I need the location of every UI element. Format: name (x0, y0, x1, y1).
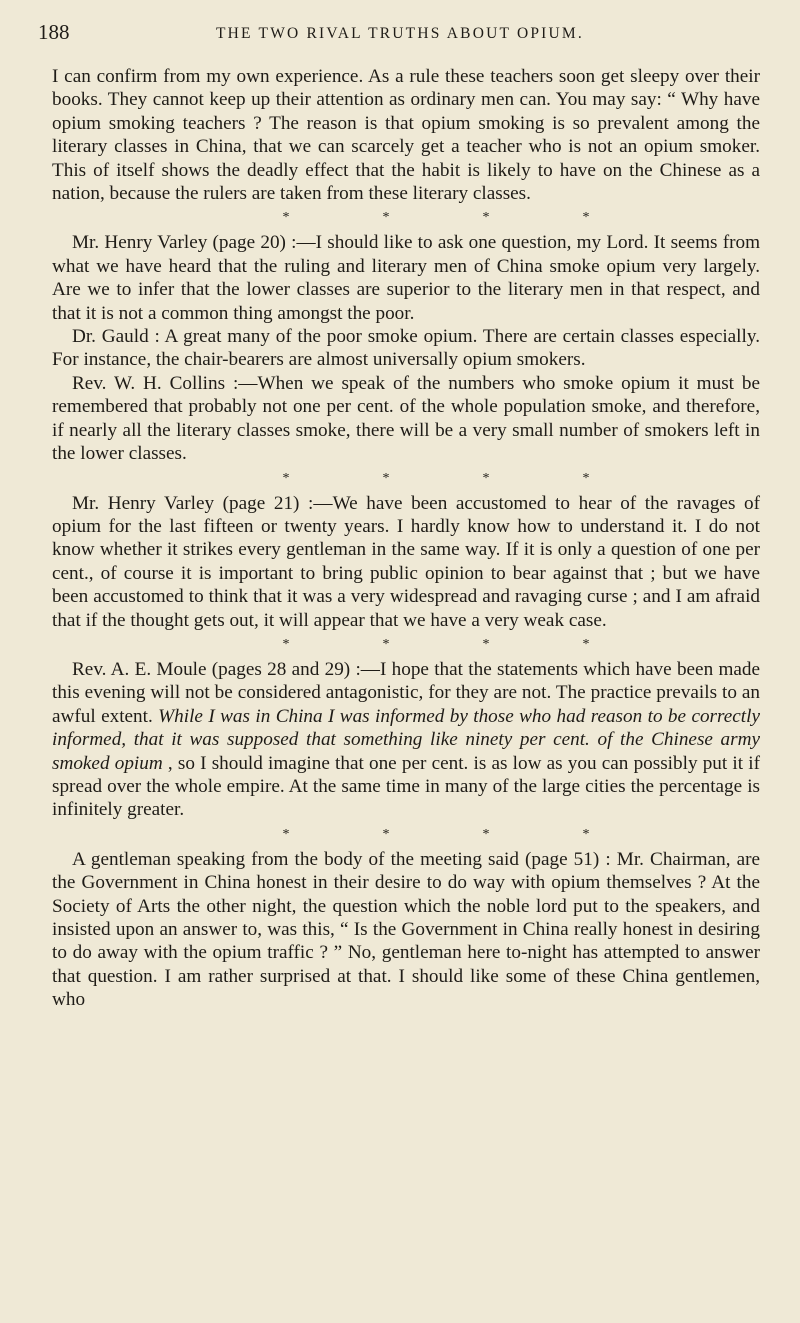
separator-star: * (382, 826, 390, 842)
separator-star: * (382, 210, 390, 226)
separator-star: * (482, 210, 490, 226)
page-number: 188 (38, 20, 70, 44)
paragraph-text: , so I should imagine that one per cent. is as low as you can possibly put it if spread over the whole empire. At the same time in many of the large cities the percentage is infinitely greater. (52, 752, 760, 821)
separator-star: * (582, 470, 590, 486)
section-separator (112, 634, 760, 656)
paragraph: Dr. Gauld : A great many of the poor smoke opium. There are certain classes especially. For instance, the chair-bearers are almost universally opium smokers. (52, 326, 760, 371)
separator-star: * (282, 210, 290, 226)
separator-star: * (482, 826, 490, 842)
section-separator (112, 824, 760, 846)
paragraph-text: Rev. A. E. Moule (pages 28 and 29) :—I hope that the statements which have been made this evening will not be considered antagonistic, for they are not. The practice prevails to an awful extent. (52, 658, 760, 727)
paragraph: I can confirm from my own experience. As a rule these teachers soon get sleepy over their books. They cannot keep up their attention as ordinary men can. You may say: “ Why have opium smoking teachers ? The reason is that opium smoking is so prevalent among the literary classes in China, that we can scarcely get a teacher who is not an opium smoker. This of itself shows the deadly effect that the habit is likely to have on the Chinese as a nation, because the rulers are taken from these literary classes. (52, 66, 760, 205)
separator-star: * (582, 826, 590, 842)
separator-star: * (582, 210, 590, 226)
separator-star: * (282, 826, 290, 842)
running-title: THE TWO RIVAL TRUTHS ABOUT OPIUM. (216, 25, 584, 42)
italic-quote: While I was in China I was informed by those who had reason to be correctly informed, that it was supposed that something like ninety per cent. of the Chinese army smoked opium (52, 705, 760, 774)
paragraph (52, 658, 760, 822)
separator-star: * (282, 470, 290, 486)
section-separator (112, 207, 760, 229)
paragraph: Mr. Henry Varley (page 21) :—We have been accustomed to hear of the ravages of opium for the last fifteen or twenty years. I hardly know how to understand it. I do not know whether it strikes every gentleman in the same way. If it is only a question of one per cent., of course it is important to bring public opinion to bear against that ; but we have been accustomed to think that it was a very widespread and ravaging curse ; and I am afraid that if the thought gets out, it will appear that we have a very weak case. (52, 492, 760, 631)
page-body (52, 65, 760, 1012)
separator-star: * (382, 636, 390, 652)
separator-star: * (482, 636, 490, 652)
separator-star: * (382, 470, 390, 486)
paragraph: A gentleman speaking from the body of the meeting said (page 51) : Mr. Chairman, are the Government in China honest in their desire to do way with opium themselves ? At the Society of Arts the other night, the question which the noble lord put to the speakers, and insisted upon an answer to, was this, “ Is the Government in China really honest in desiring to do away with the opium traffic ? ” No, gentleman here to-night has attempted to answer that question. I am rather surprised at that. I should like some of these China gentlemen, who (52, 848, 760, 1011)
page-header (38, 20, 762, 60)
separator-star: * (582, 636, 590, 652)
section-separator (112, 468, 760, 490)
separator-star: * (282, 636, 290, 652)
paragraph: Mr. Henry Varley (page 20) :—I should like to ask one question, my Lord. It seems from what we have heard that the ruling and literary men of China smoke opium very largely. Are we to infer that the lower classes are superior to the literary men in that respect, and that it is not a common thing amongst the poor. (52, 232, 760, 324)
paragraph: Rev. W. H. Collins :—When we speak of the numbers who smoke opium it must be remembered that probably not one per cent. of the whole population smoke, and therefore, if nearly all the literary classes smoke, there will be a very small number of smokers left in the lower classes. (52, 372, 760, 465)
separator-star: * (482, 470, 490, 486)
